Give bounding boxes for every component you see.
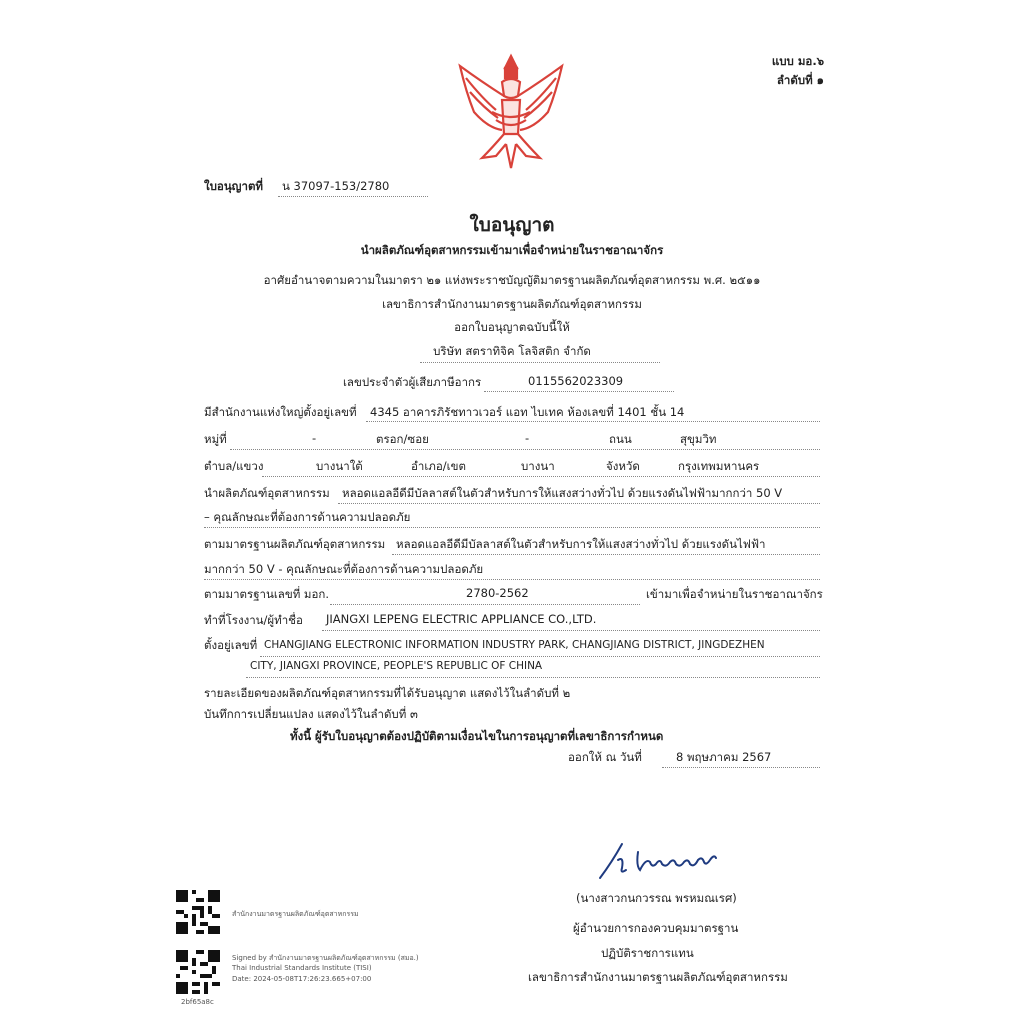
hq-label: มีสำนักงานแห่งใหญ่ตั้งอยู่เลขที่: [204, 405, 357, 419]
garuda-emblem-icon: [452, 52, 570, 172]
tax-id-dotline: [484, 391, 674, 392]
road-label: ถนน: [609, 432, 632, 446]
issue-line: ออกใบอนุญาตฉบับนี้ให้: [454, 320, 570, 334]
product-dotline-2: [204, 527, 820, 528]
authority-line: อาศัยอำนาจตามความในมาตรา ๒๑ แห่งพระราชบัญญัติมาตรฐานผลิตภัณฑ์อุตสาหกรรม พ.ศ. ๒๕๑๑: [263, 273, 761, 287]
tax-id-label: เลขประจำตัวผู้เสียภาษีอากร: [343, 375, 482, 389]
issued-date-value: 8 พฤษภาคม 2567: [676, 750, 772, 764]
license-subtitle: นำผลิตภัณฑ์อุตสาหกรรมเข้ามาเพื่อจำหน่ายในราชอาณาจักร: [360, 243, 664, 257]
qr-code-icon: [176, 950, 220, 994]
soi-value: -: [525, 431, 530, 445]
factory-label: ทำที่โรงงาน/ผู้ทำชื่อ: [204, 613, 303, 627]
license-number-value: น 37097-153/2780: [282, 179, 390, 193]
std-number-label: ตามมาตรฐานเลขที่ มอก.: [204, 587, 330, 601]
province-value: กรุงเทพมหานคร: [678, 459, 760, 473]
road-value: สุขุมวิท: [680, 432, 717, 446]
subdistrict-dotline: [262, 476, 820, 477]
subdistrict-label: ตำบล/แขวง: [204, 459, 264, 473]
factory-dotline: [322, 630, 820, 631]
district-value: บางนา: [521, 459, 555, 473]
product-value-line2: – คุณลักษณะที่ต้องการด้านความปลอดภัย: [204, 510, 411, 524]
factory-address-line2: CITY, JIANGXI PROVINCE, PEOPLE'S REPUBLIC OF CHINA: [250, 660, 543, 672]
factory-name: JIANGXI LEPENG ELECTRIC APPLIANCE CO.,LTD.: [326, 612, 597, 626]
std-number-value: 2780-2562: [466, 586, 529, 600]
signer-position-1: ผู้อำนวยการกองควบคุมมาตรฐาน: [573, 921, 739, 935]
subdistrict-value: บางนาใต้: [316, 459, 363, 473]
hq-dotline: [366, 421, 820, 422]
province-label: จังหวัด: [606, 459, 640, 473]
company-dotline: [420, 362, 660, 363]
secretary-line: เลขาธิการสำนักงานมาตรฐานผลิตภัณฑ์อุตสาหกรรม: [382, 297, 642, 311]
tax-id-value: 0115562023309: [528, 374, 624, 388]
product-value-line1: หลอดแอลอีดีมีบัลลาสต์ในตัวสำหรับการให้แสงสว่างทั่วไป ด้วยแรงดันไฟฟ้ามากกว่า 50 V: [342, 486, 783, 500]
standard-value-line2: มากกว่า 50 V - คุณลักษณะที่ต้องการด้านความปลอดภัย: [204, 562, 484, 576]
company-name: บริษัท สตราทิจิค โลจิสติก จำกัด: [433, 344, 591, 358]
qr-code-icon: [176, 890, 220, 934]
factory-address-dotline-2: [246, 677, 820, 678]
hq-value: 4345 อาคารภิรัชทาวเวอร์ แอท ไบเทค ห้องเลขที่ 1401 ชั้น 14: [370, 405, 685, 419]
page-title: ใบอนุญาต: [469, 214, 555, 236]
signer-position-3: เลขาธิการสำนักงานมาตรฐานผลิตภัณฑ์อุตสาหกรรม: [528, 970, 788, 984]
import-text: เข้ามาเพื่อจำหน่ายในราชอาณาจักร: [646, 587, 823, 601]
moo-label: หมู่ที่: [204, 432, 227, 446]
product-label: นำผลิตภัณฑ์อุตสาหกรรม: [204, 486, 330, 500]
changes-line: บันทึกการเปลี่ยนแปลง แสดงไว้ในลำดับที่ ๓: [204, 707, 418, 721]
issued-date-label: ออกให้ ณ วันที่: [568, 750, 642, 764]
factory-address-label: ตั้งอยู่เลขที่: [204, 638, 258, 652]
product-dotline-1: [338, 503, 820, 504]
moo-value: -: [312, 431, 317, 445]
soi-label: ตรอก/ซอย: [376, 432, 429, 446]
institute-text: Thai Industrial Standards Institute (TISI): [232, 964, 372, 972]
issued-date-dotline: [662, 767, 820, 768]
standard-label: ตามมาตรฐานผลิตภัณฑ์อุตสาหกรรม: [204, 537, 386, 551]
signer-position-2: ปฏิบัติราชการแทน: [601, 946, 694, 960]
signer-name: (นางสาวกนกวรรณ พรหมณเรศ): [576, 891, 737, 905]
date-stamp-text: Date: 2024-05-08T17:26:23.665+07:00: [232, 975, 372, 983]
verification-code: 2bf65a8c: [181, 998, 214, 1006]
factory-address-dotline-1: [260, 656, 820, 657]
standard-value-line1: หลอดแอลอีดีมีบัลลาสต์ในตัวสำหรับการให้แสงสว่างทั่วไป ด้วยแรงดันไฟฟ้า: [396, 537, 766, 551]
license-number-dotline: [278, 196, 428, 197]
order-number: ลำดับที่ ๑: [776, 73, 824, 87]
std-number-dotline: [330, 604, 640, 605]
form-code: แบบ มอ.๖: [771, 54, 824, 68]
signed-by-text: Signed by สำนักงานมาตรฐานผลิตภัณฑ์อุตสาหกรรม (สมอ.): [232, 954, 419, 962]
signature-image: [596, 838, 726, 884]
office-text: สำนักงานมาตรฐานผลิตภัณฑ์อุตสาหกรรม: [232, 910, 359, 918]
moo-dotline: [230, 449, 820, 450]
standard-dotline-1: [392, 554, 820, 555]
district-label: อำเภอ/เขต: [411, 459, 466, 473]
factory-address-line1: CHANGJIANG ELECTRONIC INFORMATION INDUSTRY PARK, CHANGJIANG DISTRICT, JINGDEZHEN: [264, 639, 765, 651]
details-line: รายละเอียดของผลิตภัณฑ์อุตสาหกรรมที่ได้รับอนุญาต แสดงไว้ในลำดับที่ ๒: [204, 686, 571, 700]
conditions-line: ทั้งนี้ ผู้รับใบอนุญาตต้องปฏิบัติตามเงื่อนไขในการอนุญาตที่เลขาธิการกำหนด: [290, 729, 664, 743]
license-number-label: ใบอนุญาตที่: [204, 179, 263, 193]
standard-dotline-2: [204, 579, 820, 580]
